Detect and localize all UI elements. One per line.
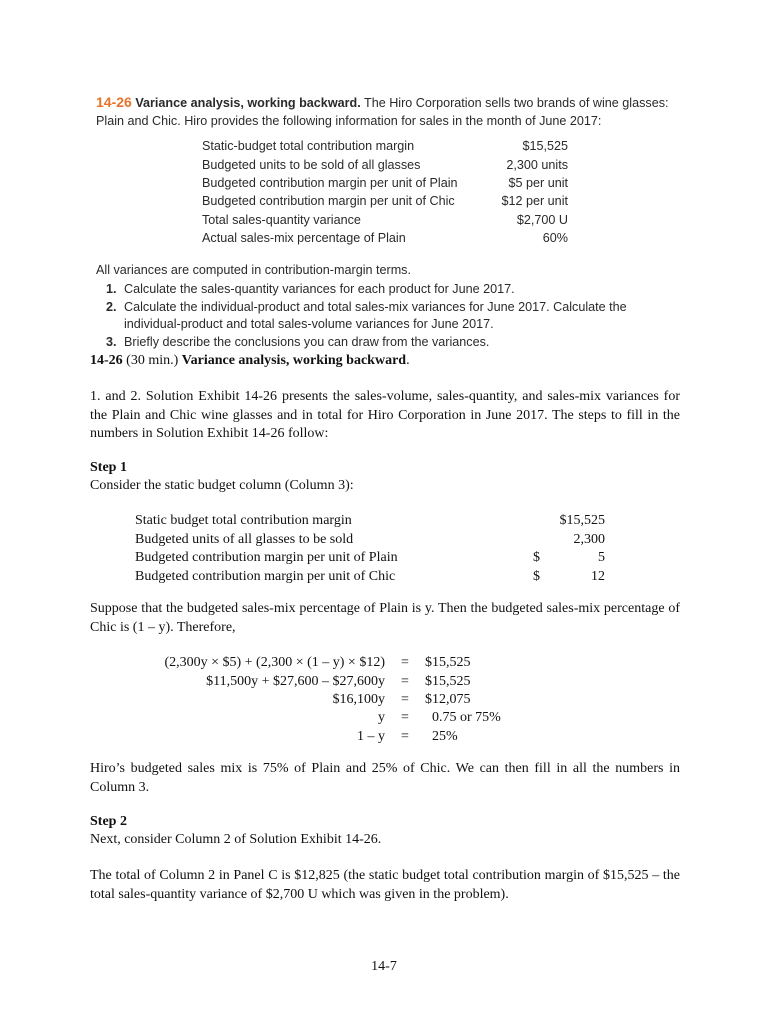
table-row: Budgeted contribution margin per unit of Chic $ 12 (135, 568, 605, 584)
problem-intro: The Hiro Corporation sells two brands of wine glasses: Plain and Chic. Hiro provides the following information for sales in the month of June 2017: (96, 96, 669, 128)
problem-heading (96, 93, 686, 130)
table-row: Budgeted contribution margin per unit of Plain $ 5 (135, 550, 605, 566)
problem-title: Variance analysis, working backward. (135, 96, 361, 110)
table-row: Static-budget total contribution margin $15,525 (202, 139, 568, 154)
static-budget-table (135, 512, 605, 586)
list-item: 2. Calculate the individual-product and total sales-mix variances for June 2017. Calculate the individual-product and total sales-volume variances for June 2017. (106, 299, 627, 331)
table-row: Budgeted units to be sold of all glasses 2,300 units (202, 157, 568, 172)
table-row: Actual sales-mix percentage of Plain 60% (202, 231, 568, 246)
equation-row: y = 0.75 or 75% (378, 710, 501, 726)
list-item: 3. Briefly describe the conclusions you can draw from the variances. (106, 334, 490, 349)
table-row: Budgeted contribution margin per unit of Chic $12 per unit (202, 194, 568, 209)
solution-heading: 14-26 (30 min.) Variance analysis, working backward. (90, 353, 410, 368)
table-row: Total sales-quantity variance $2,700 U (202, 212, 568, 227)
equation-row: 1 – y = 25% (357, 728, 458, 744)
problem-excerpt (96, 93, 686, 349)
equation-row: (2,300y × $5) + (2,300 × (1 – y) × $12) = $15,525 (164, 655, 471, 671)
solution-time: (30 min.) (126, 353, 179, 368)
step-2-text: Next, consider Column 2 of Solution Exhibit 14-26. (90, 832, 382, 847)
given-data-table (202, 137, 568, 247)
table-row: Budgeted units of all glasses to be sold 2,300 (135, 531, 605, 547)
table-row: Static budget total contribution margin $15,525 (135, 513, 605, 529)
list-item: 1. Calculate the sales-quantity variances for each product for June 2017. (106, 282, 515, 296)
page-number: 14-7 (371, 959, 397, 974)
step-1-heading: Step 1 (90, 460, 127, 475)
table-row: Budgeted contribution margin per unit of Plain $5 per unit (202, 175, 568, 190)
solution-number: 14-26 (90, 353, 123, 368)
solution-paragraph-3: Hiro’s budgeted sales mix is 75% of Plain and 25% of Chic. We can then fill in all the numbers in Column 3. (90, 761, 680, 795)
solution-paragraph-2: Suppose that the budgeted sales-mix percentage of Plain is y. Then the budgeted sales-mix percentage of Chic is (1 – y). Therefore, (90, 601, 680, 635)
problem-note: All variances are computed in contribution-margin terms. (96, 263, 411, 277)
requirements-list (106, 281, 686, 351)
step-1-text: Consider the static budget column (Column 3): (90, 478, 354, 493)
equation-block (135, 654, 501, 746)
step-2-heading: Step 2 (90, 814, 127, 829)
solution-paragraph-1: 1. and 2. Solution Exhibit 14-26 presents the sales-volume, sales-quantity, and sales-mix variances for the Plain and Chic wine glasses and in total for Hiro Corporation in June 2017. The steps to fill in the numbers in Solution Exhibit 14-26 follow: (90, 389, 680, 441)
equation-row: $11,500y + $27,600 – $27,600y = $15,525 (206, 673, 471, 689)
solution-title: Variance analysis, working backward (181, 353, 407, 368)
equation-row: $16,100y = $12,075 (332, 691, 471, 707)
problem-number: 14-26 (96, 94, 132, 110)
solution-paragraph-4: The total of Column 2 in Panel C is $12,825 (the static budget total contribution margin of $15,525 – the total sales-quantity variance of $2,700 U which was given in the problem). (90, 868, 680, 902)
